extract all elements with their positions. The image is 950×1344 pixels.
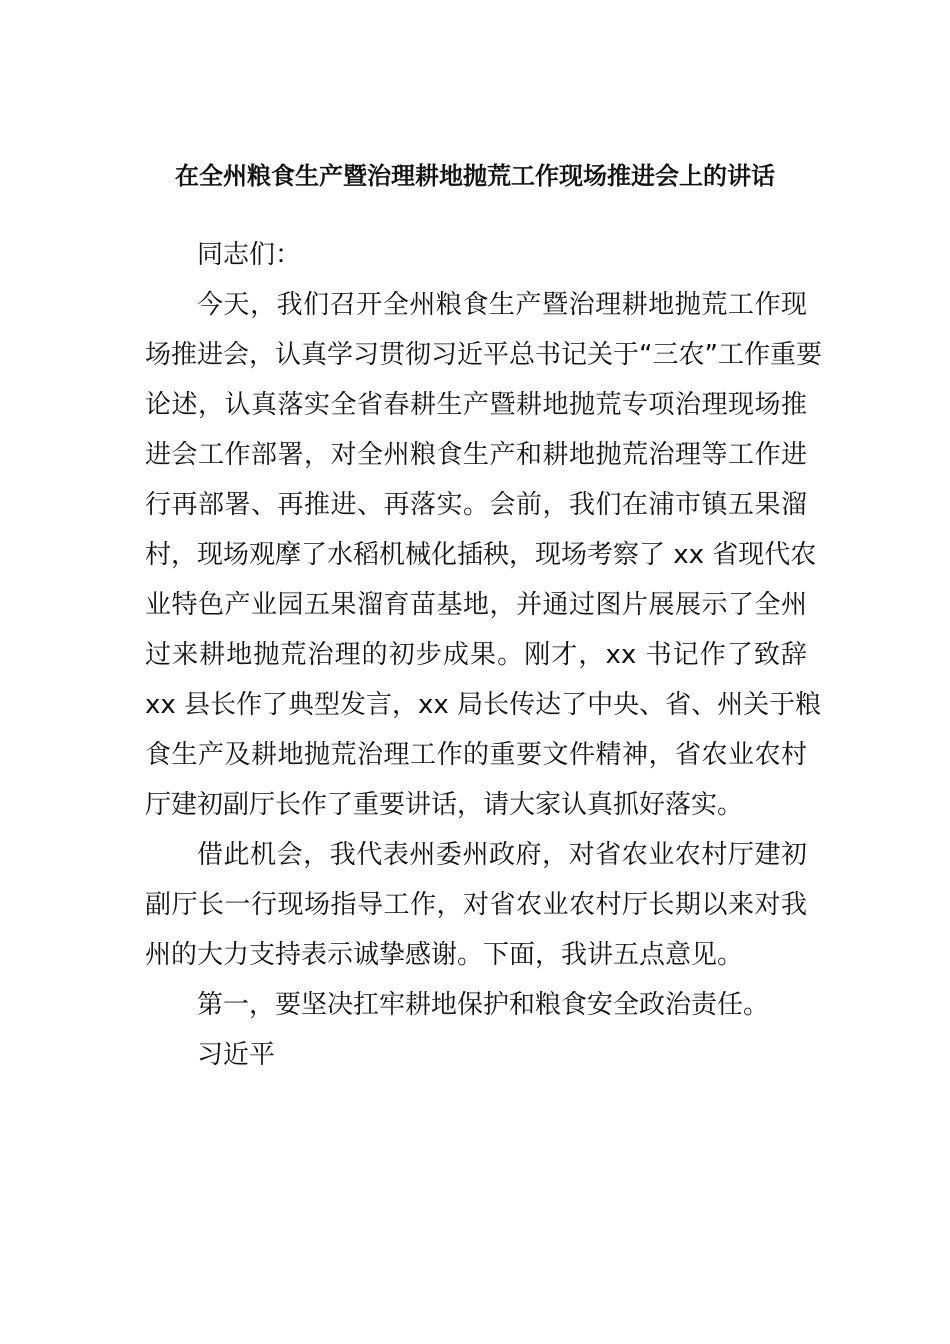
paragraph-3: 第一，要坚决扛牢耕地保护和粮食安全政治责任。 [197,990,770,1020]
paragraph-line: 业特色产业园五果溜育苗基地，并通过图片展展示了全州 [145,590,807,620]
paragraph-1 [145,280,822,830]
greeting: 同志们： [197,240,302,270]
paragraph-line: 州的大力支持表示诚挚感谢。下面，我讲五点意见。 [145,940,744,970]
paragraph-line: 村，现场观摩了水稻机械化插秧，现场考察了 xx 省现代农 [145,540,817,570]
paragraph-line: 进会工作部署，对全州粮食生产和耕地抛荒治理等工作进 [145,440,807,470]
paragraph-line: 论述，认真落实全省春耕生产暨耕地抛荒专项治理现场推 [145,390,807,420]
paragraph-line: 场推进会，认真学习贯彻习近平总书记关于“三农”工作重要 [145,340,822,370]
paragraph-line: xx 县长作了典型发言，xx 局长传达了中央、省、州关于粮 [145,690,822,720]
paragraph-4: 习近平 [197,1040,276,1070]
paragraph-2 [145,830,807,980]
paragraph-line: 厅建初副厅长作了重要讲话，请大家认真抓好落实。 [145,790,744,820]
paragraph-line: 借此机会，我代表州委州政府，对省农业农村厅建初 [197,840,807,870]
paragraph-line: 今天，我们召开全州粮食生产暨治理耕地抛荒工作现 [197,290,807,320]
paragraph-line: 食生产及耕地抛荒治理工作的重要文件精神，省农业农村 [145,740,807,770]
paragraph-line: 过来耕地抛荒治理的初步成果。刚才，xx 书记作了致辞 [145,640,807,670]
document-body [145,230,822,1080]
page-title: 在全州粮食生产暨治理耕地抛荒工作现场推进会上的讲话 [175,162,775,190]
paragraph-line: 副厅长一行现场指导工作，对省农业农村厅长期以来对我 [145,890,807,920]
paragraph-line: 行再部署、再推进、再落实。会前，我们在浦市镇五果溜 [145,490,807,520]
